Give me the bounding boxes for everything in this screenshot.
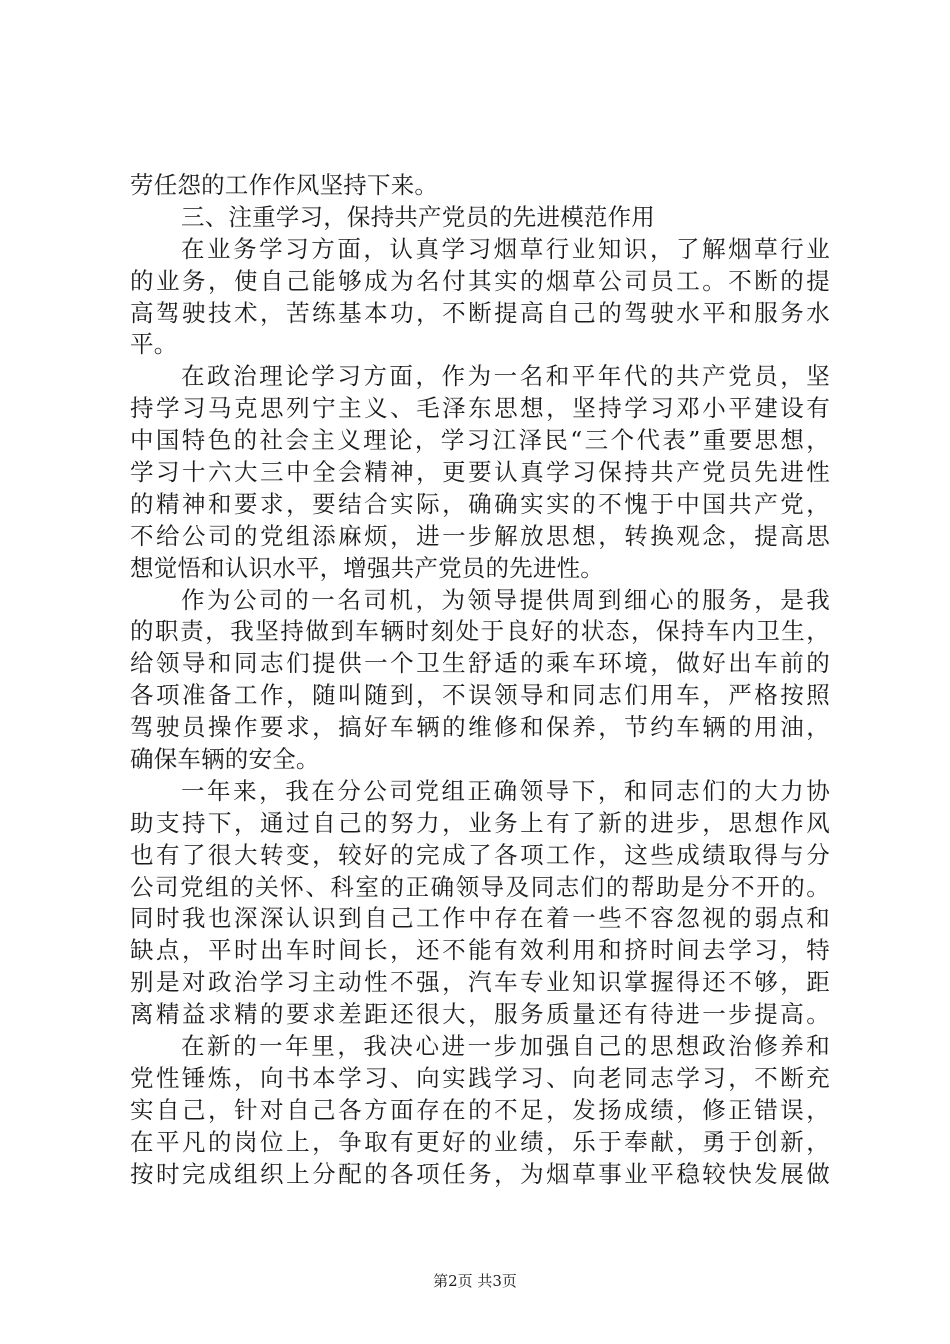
text-line: 确保车辆的安全。 [130,745,320,774]
text-line: 中国特色的社会主义理论，学习江泽民“三个代表”重要思想， [130,426,830,455]
text-line: 平。 [130,330,178,359]
text-line: 各项准备工作，随叫随到，不误领导和同志们用车，严格按照 [130,681,830,710]
text-line: 别是对政治学习主动性不强，汽车专业知识掌握得还不够，距 [130,968,830,997]
text-line: 助支持下，通过自己的努力，业务上有了新的进步，思想作风 [130,808,830,837]
text-line: 驾驶员操作要求，搞好车辆的维修和保养，节约车辆的用油， [130,713,830,742]
text-line: 不给公司的党组添麻烦，进一步解放思想，转换观念，提高思 [130,521,830,550]
text-line: 持学习马克思列宁主义、毛泽东思想，坚持学习邓小平建设有 [130,394,830,423]
text-line: 三、注重学习，保持共产党员的先进模范作用 [181,202,655,231]
text-line: 高驾驶技术，苦练基本功，不断提高自己的驾驶水平和服务水 [130,298,830,327]
text-line: 缺点，平时出车时间长，还不能有效利用和挤时间去学习，特 [130,936,830,965]
text-line: 同时我也深深认识到自己工作中存在着一些不容忽视的弱点和 [130,904,830,933]
text-line: 离精益求精的要求差距还很大，服务质量还有待进一步提高。 [130,1000,830,1029]
text-line: 的精神和要求，要结合实际，确确实实的不愧于中国共产党， [130,489,830,518]
text-line: 在政治理论学习方面，作为一名和平年代的共产党员，坚 [181,362,830,391]
text-line: 给领导和同志们提供一个卫生舒适的乘车环境，做好出车前的 [130,649,830,678]
text-line: 想觉悟和认识水平，增强共产党员的先进性。 [130,553,604,582]
text-line: 的业务，使自己能够成为名付其实的烟草公司员工。不断的提 [130,266,830,295]
text-line: 作为公司的一名司机，为领导提供周到细心的服务，是我 [181,585,830,614]
text-line: 在平凡的岗位上，争取有更好的业绩，乐于奉献，勇于创新， [130,1127,830,1156]
document-body [130,170,830,1191]
text-line: 学习十六大三中全会精神，更要认真学习保持共产党员先进性 [130,458,830,487]
text-line: 的职责，我坚持做到车辆时刻处于良好的状态，保持车内卫生， [130,617,830,646]
text-line: 实自己，针对自己各方面存在的不足，发扬成绩，修正错误， [130,1095,830,1124]
text-line: 在业务学习方面，认真学习烟草行业知识，了解烟草行业 [181,234,830,263]
text-line: 公司党组的关怀、科室的正确领导及同志们的帮助是分不开的。 [130,872,830,901]
text-line: 也有了很大转变，较好的完成了各项工作，这些成绩取得与分 [130,840,830,869]
text-line: 按时完成组织上分配的各项任务，为烟草事业平稳较快发展做 [130,1159,830,1188]
text-line: 劳任怨的工作作风坚持下来。 [130,171,439,199]
page-footer: 第2页 共3页 [433,1272,517,1290]
text-line: 党性锤炼，向书本学习、向实践学习、向老同志学习，不断充 [130,1063,830,1092]
text-line: 一年来，我在分公司党组正确领导下，和同志们的大力协 [181,776,830,805]
text-line: 在新的一年里，我决心进一步加强自己的思想政治修养和 [181,1032,830,1061]
